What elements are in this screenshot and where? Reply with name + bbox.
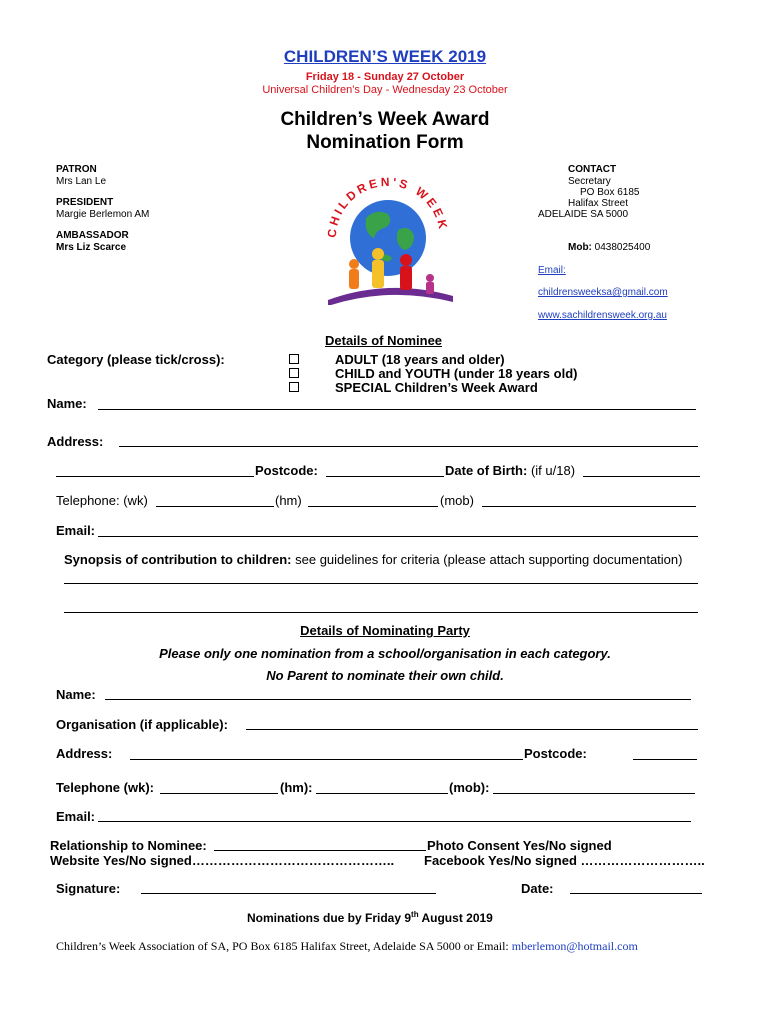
nominee-email-label: Email:	[56, 523, 96, 538]
nominee-address-field[interactable]	[119, 446, 698, 447]
contact-website-link[interactable]: www.sachildrensweek.org.au	[538, 310, 667, 321]
signature-label: Signature:	[56, 881, 121, 896]
nominee-name-field[interactable]	[98, 409, 696, 410]
nominator-tel-mob-field[interactable]	[493, 793, 695, 794]
svg-text:CHILDREN'S WEEK: CHILDREN'S WEEK	[324, 174, 451, 239]
nominee-dob	[445, 463, 575, 478]
synopsis-hint: see guidelines for criteria (please attach supporting documentation)	[295, 552, 683, 567]
association-email-link[interactable]: mberlemon@hotmail.com	[511, 939, 638, 953]
nominee-tel-wk-label: Telephone: (wk)	[56, 493, 148, 508]
contact-po-box: PO Box 6185	[580, 187, 640, 198]
ambassador-label: AMBASSADOR	[56, 230, 129, 241]
synopsis-line-2[interactable]	[64, 612, 698, 613]
nominee-dob-field[interactable]	[583, 476, 700, 477]
childrens-week-logo	[318, 160, 458, 305]
checkbox-special[interactable]	[289, 382, 299, 392]
nominator-tel-hm-label: (hm):	[280, 780, 313, 795]
due-prefix: Nominations due by Friday 9	[247, 911, 412, 925]
nominator-tel-hm-field[interactable]	[316, 793, 448, 794]
nominee-name-label: Name:	[47, 396, 87, 411]
option-special: SPECIAL Children’s Week Award	[335, 380, 538, 395]
nominee-tel-hm-field[interactable]	[308, 506, 438, 507]
nominator-postcode-field[interactable]	[633, 759, 697, 760]
nominator-tel-mob-label: (mob):	[449, 780, 490, 795]
nominee-tel-hm-label: (hm)	[275, 493, 302, 508]
contact-mobile	[568, 242, 650, 253]
dob-hint: (if u/18)	[530, 463, 576, 478]
patron-name: Mrs Lan Le	[56, 176, 107, 187]
relationship-field[interactable]	[214, 850, 426, 851]
signature-field[interactable]	[141, 893, 436, 894]
nominator-name-field[interactable]	[105, 699, 691, 700]
contact-email-label[interactable]: Email:	[538, 265, 566, 276]
nominator-note-2: No Parent to nominate their own child.	[266, 668, 504, 683]
nominator-heading: Details of Nominating Party	[300, 623, 470, 638]
nominator-email-label: Email:	[56, 809, 96, 824]
nominator-address-field[interactable]	[130, 759, 523, 760]
website-consent: Website Yes/No signed………………………………………..	[50, 853, 395, 868]
synopsis-label	[64, 552, 682, 567]
nominator-email-field[interactable]	[98, 821, 691, 822]
association-address: Children’s Week Association of SA, PO Box 6185 Halifax Street, Adelaide SA 5000 or Email:	[56, 939, 512, 953]
patron-label: PATRON	[56, 164, 97, 175]
nominator-name-label: Name:	[56, 687, 96, 702]
page-title: CHILDREN’S WEEK 2019	[283, 47, 487, 66]
category-label: Category (please tick/cross):	[47, 352, 225, 367]
option-child-youth: CHILD and YOUTH (under 18 years old)	[335, 366, 578, 381]
date-label: Date:	[521, 881, 554, 896]
photo-consent: Photo Consent Yes/No signed	[427, 838, 612, 853]
organisation-field[interactable]	[246, 729, 698, 730]
nominator-note-1: Please only one nomination from a school/organisation in each category.	[159, 646, 611, 661]
ambassador-name: Mrs Liz Scarce	[56, 242, 127, 253]
nominee-tel-mob-label: (mob)	[440, 493, 474, 508]
due-suffix: August 2019	[418, 911, 493, 925]
contact-label: CONTACT	[568, 164, 617, 175]
checkbox-adult[interactable]	[289, 354, 299, 364]
nominee-address-label: Address:	[47, 434, 104, 449]
date-field[interactable]	[570, 893, 702, 894]
due-sup: th	[411, 910, 419, 919]
event-dates: Friday 18 - Sunday 27 October	[305, 71, 465, 83]
president-label: PRESIDENT	[56, 197, 114, 208]
synopsis-title: Synopsis of contribution to children:	[64, 552, 292, 567]
option-adult: ADULT (18 years and older)	[335, 352, 505, 367]
form-title-line-2: Nomination Form	[306, 132, 464, 153]
president-name: Margie Berlemon AM	[56, 209, 150, 220]
contact-street: Halifax Street	[568, 198, 629, 209]
nominations-due	[247, 910, 493, 925]
nominator-tel-wk-field[interactable]	[160, 793, 278, 794]
contact-city: ADELAIDE SA 5000	[538, 209, 629, 220]
relationship-label: Relationship to Nominee:	[50, 838, 207, 853]
nominee-email-field[interactable]	[98, 536, 698, 537]
nominator-address-label: Address:	[56, 746, 113, 761]
association-footer	[56, 939, 638, 954]
nominee-address-line-2[interactable]	[56, 476, 254, 477]
contact-secretary: Secretary	[568, 176, 611, 187]
nominee-heading: Details of Nominee	[325, 333, 443, 348]
nominee-tel-wk-field[interactable]	[156, 506, 274, 507]
nominee-tel-mob-field[interactable]	[482, 506, 696, 507]
contact-email-link[interactable]: childrensweeksa@gmail.com	[538, 287, 668, 298]
form-title-line-1: Children’s Week Award	[280, 109, 490, 130]
mob-value: 0438025400	[594, 242, 651, 253]
nominee-postcode-label: Postcode:	[255, 463, 318, 478]
synopsis-line-1[interactable]	[64, 583, 698, 584]
checkbox-child-youth[interactable]	[289, 368, 299, 378]
nominator-postcode-label: Postcode:	[524, 746, 587, 761]
universal-day: Universal Children’s Day - Wednesday 23 October	[262, 84, 508, 96]
nominator-tel-wk-label: Telephone (wk):	[56, 780, 154, 795]
organisation-label: Organisation (if applicable):	[56, 717, 228, 732]
facebook-consent: Facebook Yes/No signed ………………………..	[424, 853, 705, 868]
dob-label: Date of Birth:	[445, 463, 528, 478]
mob-label: Mob:	[568, 242, 592, 253]
nominee-postcode-field[interactable]	[326, 476, 444, 477]
